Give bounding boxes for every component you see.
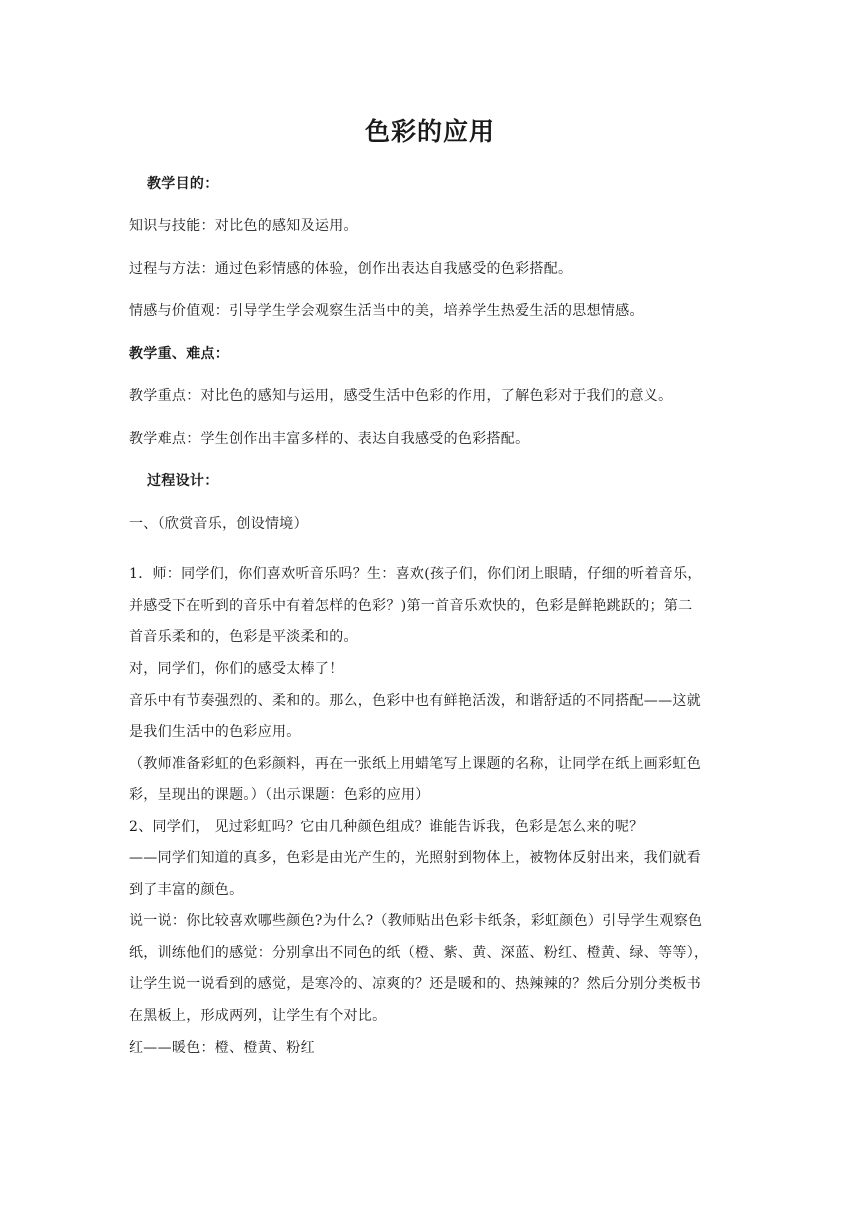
paragraph-line: 音乐中有节奏强烈的、柔和的。那么，色彩中也有鲜艳活泼，和谐舒适的不同搭配——这就 xyxy=(129,693,701,709)
paragraph-knowledge-skills: 知识与技能：对比色的感知及运用。 xyxy=(129,218,358,234)
heading-process-design: 过程设计： xyxy=(147,473,219,489)
paragraph-line: 让学生说一说看到的感觉，是寒冷的、凉爽的？还是暖和的、热辣辣的？然后分别分类板书 xyxy=(129,976,701,992)
paragraph-line: 并感受下在听到的音乐中有着怎样的色彩？)第一首音乐欢快的，色彩是鲜艳跳跃的；第二 xyxy=(129,598,693,614)
paragraph-line: 是我们生活中的色彩应用。 xyxy=(129,724,301,740)
paragraph-line: 到了丰富的颜色。 xyxy=(129,882,244,898)
paragraph-line: 在黑板上，形成两列，让学生有个对比。 xyxy=(129,1008,387,1024)
paragraph-line: 说一说：你比较喜欢哪些颜色?为什么?（教师贴出色彩卡纸条，彩虹颜色）引导学生观察色 xyxy=(129,913,703,929)
paragraph-line: 彩，呈现出的课题。）（出示课题：色彩的应用） xyxy=(129,787,430,803)
heading-key-difficult-points: 教学重、难点： xyxy=(129,346,230,362)
paragraph-difficult-point: 教学难点：学生创作出丰富多样的、表达自我感受的色彩搭配。 xyxy=(129,431,530,447)
paragraph-line: 首音乐柔和的，色彩是平淡柔和的。 xyxy=(129,629,358,645)
paragraph-key-point: 教学重点：对比色的感知与运用，感受生活中色彩的作用，了解色彩对于我们的意义。 xyxy=(129,388,673,404)
paragraph-process-methods: 过程与方法：通过色彩情感的体验，创作出表达自我感受的色彩搭配。 xyxy=(129,261,573,277)
paragraph-line: ——同学们知道的真多，色彩是由光产生的，光照射到物体上，被物体反射出来，我们就看 xyxy=(129,850,701,866)
paragraph-line: 2、同学们， 见过彩虹吗？它由几种颜色组成？谁能告诉我，色彩是怎么来的呢？ xyxy=(129,819,644,835)
paragraph-line: 对，同学们，你们的感受太棒了！ xyxy=(129,661,344,677)
paragraph-line: 红——暖色：橙、橙黄、粉红 xyxy=(129,1040,315,1056)
paragraph-line: （教师准备彩虹的色彩颜料，再在一张纸上用蜡笔写上课题的名称，让同学在纸上画彩虹色 xyxy=(129,756,701,772)
paragraph-line: 纸，训练他们的感觉：分别拿出不同色的纸（橙、紫、黄、深蓝、粉红、橙黄、绿、等等）， xyxy=(129,945,709,961)
paragraph-section-one: 一、（欣赏音乐，创设情境） xyxy=(129,516,308,532)
paragraph-emotion-values: 情感与价值观：引导学生学会观察生活当中的美，培养学生热爱生活的思想情感。 xyxy=(129,303,644,319)
paragraph-line: 1．师：同学们，你们喜欢听音乐吗？生：喜欢(孩子们，你们闭上眼睛，仔细的听着音乐， xyxy=(129,566,702,582)
heading-teaching-objectives: 教学目的： xyxy=(147,176,219,192)
document-title: 色彩的应用 xyxy=(364,117,495,146)
